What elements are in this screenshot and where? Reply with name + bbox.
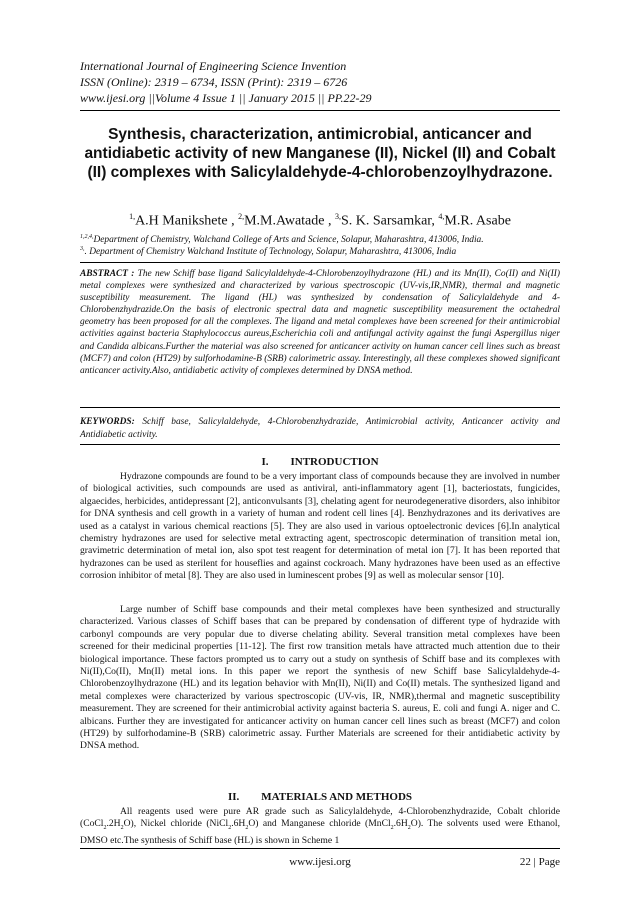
abstract-rule-bottom [80,407,560,408]
author-list [80,212,560,230]
affiliation-text: . Department of Chemistry Walchand Institute of Technology, Solapur, Maharashtra, 413006, India [84,247,457,258]
author-sup: 2, [238,212,245,221]
footer-url: www.ijesi.org [289,856,351,868]
author-sup: 4, [438,212,445,221]
affiliation-sup: 3, [80,246,85,252]
affiliation [80,243,560,258]
subscript: 2 [390,825,394,832]
keywords-text: Schiff base, Salicylaldehyde, 4-Chlorobenzhydrazide, Antimicrobial activity, Anticancer activity and Antidiabetic activity. [80,417,560,440]
author-sup: 1, [129,212,136,221]
subscript: 2 [228,825,232,832]
abstract [80,268,560,377]
subscript: 2 [120,825,124,832]
page-number: 22 | Page [519,856,560,868]
text-run: .2H [106,818,121,830]
text-run: All reagents used were pure AR grade such as Salicylaldehyde, 4-Chlorobenzhydrazide, Cobalt chloride (CoCl [80,806,560,830]
subscript: 2 [407,825,411,832]
section-title: INTRODUCTION [290,456,379,468]
section-title: MATERIALS AND METHODS [261,791,413,803]
section-number: II. [227,791,240,803]
keywords-rule [80,444,560,445]
paper-title: Synthesis, characterization, antimicrobial, anticancer and antidiabetic activity of new Manganese (II), Nickel (II) and Cobalt (II) complexes with Salicylaldehyde-4-chlorobenzoylhydrazone. [84,126,556,181]
section-heading [80,791,560,803]
text-run: O). The solvents used were Ethanol, DMSO etc.The synthesis of Schiff base (HL) is shown in Scheme 1 [80,818,560,846]
paragraph-text: Hydrazone compounds are found to be a very important class of compounds because they are involved in number of biological activities, such compounds are used as antiviral, anti-inflammatory agent [1], bacteriostats, fungicides, algaecides, herbicides, antidepressant [2], anticonvulsants [3], chelating agent for neurodegenerative disorders, also inhibitor for DNA synthesis and cell growth in a variety of human and rodent cell lines [4]. Benzhydrazones and its derivatives are used as a catalyst in various chemical reactions [5]. They are also used in various optoelectronic devices [6].In analytical chemistry hydrazones are used for selective metal extracting agent, spectroscopic determination of transition metal ion, gravimetric determination of metal ion, also spot test reagent for determination of metal ion [7]. It has been reported that hydrazones can be used as sterilent for houseflies and against cockroach. Many hydrazones have been used as an effective corrosion inhibitor of metal [8]. They are also used in luminescent probes [9] as well as molecular sensor [10]. [80,471,560,582]
keywords-label: KEYWORDS: [80,417,135,427]
journal-issn: ISSN (Online): 2319 – 6734, ISSN (Print): 2319 – 6726 [80,75,348,89]
footer-rule [80,848,560,849]
journal-header [80,58,560,106]
paragraph-text: Large number of Schiff base compounds and their metal complexes have been synthesized and structurally characterized. Various classes of Schiff bases that can be prepared by condensation of different type of hydrazide with carbonyl compounds are very popular due to diverse chelating ability. Several transition metal complexes have been screened for their medicinal properties [11-12]. The first row transition metals have attracted much attention due to their biological importance. These factors prompted us to carry out a study on synthesis of Schiff base and its complexes with Ni(II),Co(II), Mn(II) metal ions. In this paper we report the synthesis of new Schiff base Salicylaldehyde-4-Chlorobenzoylhydrazone (HL) and its legation behavior with Mn(II), Ni(II) and Co(II) metals. The synthesized ligand and metal complexes were characterized by various spectroscopic (UV-vis, IR, NMR),thermal and magnetic susceptibility measurement. They are screened for their antimicrobial activity against bacteria S. aureus, E. coli and fungi A. niger and C. albicans. Further they are investigated for anticancer activity on human cancer cell lines such as breast (MCF7) and colon (HT29) by sulforhodamine-B (SRB) calorimetric assay. Further Materials are screened for their antidiabetic activity by DNSA method. [80,604,560,752]
author-sup: 3, [334,212,341,221]
author-name: A.H Manikshete , [135,213,235,229]
author-name: M.R. Asabe [444,213,511,229]
section-number: I. [261,456,269,468]
affiliation-sup: 1,2,4, [80,234,94,240]
affiliation-text: Department of Chemistry, Walchand College of Arts and Science, Solapur, Maharashtra, 413006, India. [93,235,484,246]
abstract-label: ABSTRACT : [80,269,135,279]
materials-paragraph [80,806,560,847]
intro-paragraph-1 [80,471,560,583]
journal-volume: www.ijesi.org ||Volume 4 Issue 1 || January 2015 || PP.22-29 [80,91,372,105]
header-rule [80,110,560,111]
keywords [80,416,560,441]
journal-name: International Journal of Engineering Science Invention [80,59,347,73]
text-run: .6H [393,818,408,830]
text-run: O), Nickel chloride (NiCl [123,818,229,830]
abstract-rule-top [80,262,560,263]
subscript: 2 [245,825,249,832]
text-run: O) and Manganese chloride (MnCl [248,818,391,830]
abstract-text: The new Schiff base ligand Salicylaldehyde-4-Chlorobenzoylhydrazone (HL) and its Mn(II), Co(II) and Ni(II) metal complexes were synthesized and characterized by various spectroscopic (UV-vis,IR,NMR), thermal and magnetic susceptibility measurement. The ligand (HL) was synthesized by condensation of Salicylaldehyde and 4-Chlorobenzhydrazide.On the basis of electronic spectral data and magnetic susceptibility measurement the octahedral geometry has been proposed for all the complexes. The ligand and metal complexes have been screened for their antimicrobial activities against bacteria Staphylococcus aureus,Escherichia coli and antifungal activity against the fungi Aspergillus niger and Candida albicans.Further the material was also screened for anticancer activity on human cancer cell lines such as breast (MCF7) and colon (HT29) by sulforhodamine-B (SRB) calorimetric assay. Interestingly, all these complexes showed significant anticancer activity.Also, antidiabetic activity of complexes determined by DNSA method. [80,269,561,376]
text-run: .6H [231,818,246,830]
subscript: 2 [103,825,107,832]
intro-paragraph-2 [80,604,560,753]
author-name: M.M.Awatade , [244,213,332,229]
section-heading [80,456,560,468]
author-name: S. K. Sarsamkar, [340,213,435,229]
